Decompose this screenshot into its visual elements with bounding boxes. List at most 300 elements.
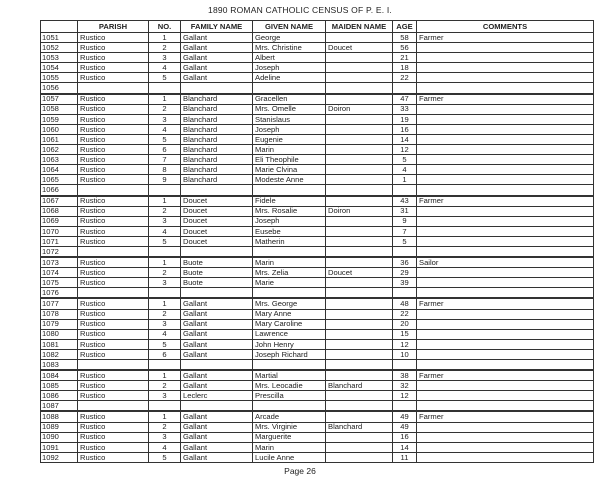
table-row <box>41 329 594 339</box>
table-row <box>41 288 594 299</box>
maiden-name-cell <box>326 196 393 207</box>
family-name-cell: Blanchard <box>181 134 253 144</box>
parish-cell: Rustico <box>78 155 149 165</box>
given-name-cell: Mrs. Rosalie <box>253 206 326 216</box>
table-row <box>41 381 594 391</box>
maiden-name-cell <box>326 401 393 412</box>
comments-cell <box>417 268 594 278</box>
family-no-cell: 2 <box>149 268 181 278</box>
given-name-cell: Modeste Anne <box>253 175 326 185</box>
family-name-cell: Gallant <box>181 452 253 462</box>
maiden-name-cell <box>326 257 393 268</box>
given-name-cell <box>253 185 326 196</box>
header-row <box>41 21 594 33</box>
family-name-cell <box>181 288 253 299</box>
column-header-record <box>41 21 78 33</box>
age-cell: 22 <box>393 73 417 83</box>
family-no-cell: 3 <box>149 432 181 442</box>
family-no-cell: 5 <box>149 339 181 349</box>
table-row <box>41 216 594 226</box>
parish-cell: Rustico <box>78 175 149 185</box>
record-number-cell: 1072 <box>41 246 78 257</box>
parish-cell: Rustico <box>78 165 149 175</box>
comments-cell <box>417 226 594 236</box>
table-row <box>41 401 594 412</box>
age-cell: 48 <box>393 298 417 309</box>
age-cell: 21 <box>393 53 417 63</box>
family-name-cell: Gallant <box>181 33 253 43</box>
table-row <box>41 452 594 462</box>
maiden-name-cell <box>326 442 393 452</box>
age-cell <box>393 401 417 412</box>
family-no-cell: 4 <box>149 124 181 134</box>
maiden-name-cell: Doucet <box>326 43 393 53</box>
record-number-cell: 1061 <box>41 134 78 144</box>
parish-cell <box>78 246 149 257</box>
maiden-name-cell <box>326 360 393 371</box>
maiden-name-cell <box>326 309 393 319</box>
table-row <box>41 83 594 94</box>
given-name-cell: George <box>253 33 326 43</box>
record-number-cell: 1058 <box>41 104 78 114</box>
family-no-cell: 5 <box>149 236 181 246</box>
family-name-cell: Doucet <box>181 216 253 226</box>
age-cell: 33 <box>393 104 417 114</box>
family-no-cell: 4 <box>149 329 181 339</box>
family-no-cell: 6 <box>149 349 181 359</box>
parish-cell: Rustico <box>78 432 149 442</box>
family-name-cell: Leclerc <box>181 391 253 401</box>
family-no-cell: 3 <box>149 391 181 401</box>
record-number-cell: 1071 <box>41 236 78 246</box>
record-number-cell: 1078 <box>41 309 78 319</box>
table-row <box>41 94 594 105</box>
given-name-cell <box>253 246 326 257</box>
parish-cell: Rustico <box>78 349 149 359</box>
given-name-cell: Mrs. Leocadie <box>253 381 326 391</box>
maiden-name-cell <box>326 391 393 401</box>
age-cell: 15 <box>393 329 417 339</box>
age-cell: 5 <box>393 155 417 165</box>
comments-cell: Farmer <box>417 298 594 309</box>
comments-cell <box>417 432 594 442</box>
record-number-cell: 1064 <box>41 165 78 175</box>
record-number-cell: 1092 <box>41 452 78 462</box>
maiden-name-cell <box>326 298 393 309</box>
given-name-cell: Eli Theophile <box>253 155 326 165</box>
given-name-cell: Marin <box>253 257 326 268</box>
table-row <box>41 298 594 309</box>
family-no-cell: 1 <box>149 94 181 105</box>
record-number-cell: 1079 <box>41 319 78 329</box>
parish-cell: Rustico <box>78 33 149 43</box>
family-name-cell: Doucet <box>181 196 253 207</box>
family-no-cell: 3 <box>149 216 181 226</box>
maiden-name-cell: Blanchard <box>326 422 393 432</box>
record-number-cell: 1065 <box>41 175 78 185</box>
age-cell: 12 <box>393 145 417 155</box>
family-name-cell: Gallant <box>181 411 253 422</box>
comments-cell <box>417 175 594 185</box>
comments-cell <box>417 401 594 412</box>
comments-cell <box>417 114 594 124</box>
family-no-cell <box>149 83 181 94</box>
family-no-cell: 3 <box>149 278 181 288</box>
record-number-cell: 1070 <box>41 226 78 236</box>
maiden-name-cell <box>326 83 393 94</box>
record-number-cell: 1084 <box>41 370 78 381</box>
record-number-cell: 1060 <box>41 124 78 134</box>
parish-cell: Rustico <box>78 94 149 105</box>
age-cell: 31 <box>393 206 417 216</box>
age-cell <box>393 246 417 257</box>
age-cell: 1 <box>393 175 417 185</box>
family-no-cell: 2 <box>149 381 181 391</box>
record-number-cell: 1052 <box>41 43 78 53</box>
comments-cell <box>417 381 594 391</box>
parish-cell: Rustico <box>78 134 149 144</box>
parish-cell: Rustico <box>78 236 149 246</box>
maiden-name-cell <box>326 73 393 83</box>
given-name-cell: Martial <box>253 370 326 381</box>
comments-cell <box>417 329 594 339</box>
age-cell: 7 <box>393 226 417 236</box>
comments-cell <box>417 73 594 83</box>
column-header-parish: PARISH <box>78 21 149 33</box>
parish-cell <box>78 83 149 94</box>
table-row <box>41 175 594 185</box>
given-name-cell <box>253 360 326 371</box>
family-no-cell: 1 <box>149 33 181 43</box>
family-no-cell <box>149 185 181 196</box>
maiden-name-cell <box>326 432 393 442</box>
given-name-cell: Marie Clvina <box>253 165 326 175</box>
comments-cell <box>417 246 594 257</box>
age-cell: 49 <box>393 411 417 422</box>
given-name-cell <box>253 288 326 299</box>
family-name-cell: Blanchard <box>181 155 253 165</box>
record-number-cell: 1054 <box>41 63 78 73</box>
parish-cell <box>78 185 149 196</box>
family-name-cell: Gallant <box>181 339 253 349</box>
family-no-cell: 8 <box>149 165 181 175</box>
family-name-cell: Gallant <box>181 432 253 442</box>
parish-cell: Rustico <box>78 452 149 462</box>
parish-cell: Rustico <box>78 298 149 309</box>
maiden-name-cell <box>326 124 393 134</box>
table-row <box>41 155 594 165</box>
maiden-name-cell <box>326 226 393 236</box>
family-no-cell: 3 <box>149 319 181 329</box>
age-cell: 49 <box>393 422 417 432</box>
comments-cell <box>417 43 594 53</box>
table-row <box>41 257 594 268</box>
age-cell <box>393 185 417 196</box>
age-cell <box>393 83 417 94</box>
parish-cell: Rustico <box>78 442 149 452</box>
comments-cell <box>417 104 594 114</box>
family-name-cell: Blanchard <box>181 165 253 175</box>
comments-cell <box>417 83 594 94</box>
table-row <box>41 73 594 83</box>
parish-cell: Rustico <box>78 124 149 134</box>
record-number-cell: 1076 <box>41 288 78 299</box>
parish-cell: Rustico <box>78 422 149 432</box>
column-header-family-name: FAMILY NAME <box>181 21 253 33</box>
family-no-cell <box>149 288 181 299</box>
comments-cell <box>417 63 594 73</box>
parish-cell: Rustico <box>78 104 149 114</box>
parish-cell: Rustico <box>78 391 149 401</box>
maiden-name-cell <box>326 114 393 124</box>
parish-cell: Rustico <box>78 381 149 391</box>
maiden-name-cell <box>326 370 393 381</box>
record-number-cell: 1068 <box>41 206 78 216</box>
maiden-name-cell: Doucet <box>326 268 393 278</box>
age-cell: 16 <box>393 432 417 442</box>
age-cell <box>393 360 417 371</box>
table-row <box>41 319 594 329</box>
table-row <box>41 268 594 278</box>
comments-cell <box>417 278 594 288</box>
maiden-name-cell <box>326 452 393 462</box>
parish-cell: Rustico <box>78 206 149 216</box>
table-row <box>41 226 594 236</box>
given-name-cell: Mrs. Zelia <box>253 268 326 278</box>
family-name-cell: Buote <box>181 268 253 278</box>
age-cell: 29 <box>393 268 417 278</box>
table-row <box>41 196 594 207</box>
family-no-cell: 1 <box>149 411 181 422</box>
age-cell: 36 <box>393 257 417 268</box>
family-name-cell: Gallant <box>181 309 253 319</box>
age-cell <box>393 288 417 299</box>
record-number-cell: 1059 <box>41 114 78 124</box>
parish-cell: Rustico <box>78 226 149 236</box>
family-no-cell: 2 <box>149 309 181 319</box>
maiden-name-cell <box>326 236 393 246</box>
table-row <box>41 33 594 43</box>
parish-cell: Rustico <box>78 370 149 381</box>
comments-cell <box>417 53 594 63</box>
parish-cell: Rustico <box>78 196 149 207</box>
record-number-cell: 1069 <box>41 216 78 226</box>
page-number: Page 26 <box>284 466 316 476</box>
parish-cell <box>78 360 149 371</box>
table-row <box>41 339 594 349</box>
age-cell: 47 <box>393 94 417 105</box>
family-name-cell: Gallant <box>181 73 253 83</box>
maiden-name-cell <box>326 134 393 144</box>
comments-cell <box>417 185 594 196</box>
maiden-name-cell: Blanchard <box>326 381 393 391</box>
parish-cell: Rustico <box>78 73 149 83</box>
table-row <box>41 43 594 53</box>
family-name-cell <box>181 401 253 412</box>
record-number-cell: 1073 <box>41 257 78 268</box>
age-cell: 14 <box>393 134 417 144</box>
column-header-maiden-name: MAIDEN NAME <box>326 21 393 33</box>
comments-cell <box>417 309 594 319</box>
family-no-cell: 6 <box>149 145 181 155</box>
given-name-cell: Mary Caroline <box>253 319 326 329</box>
age-cell: 18 <box>393 63 417 73</box>
maiden-name-cell <box>326 33 393 43</box>
family-no-cell <box>149 401 181 412</box>
record-number-cell: 1055 <box>41 73 78 83</box>
column-header-age: AGE <box>393 21 417 33</box>
given-name-cell: Mrs. Christine <box>253 43 326 53</box>
maiden-name-cell <box>326 63 393 73</box>
table-row <box>41 114 594 124</box>
family-name-cell <box>181 246 253 257</box>
table-row <box>41 309 594 319</box>
family-no-cell: 4 <box>149 442 181 452</box>
record-number-cell: 1066 <box>41 185 78 196</box>
given-name-cell: Fidele <box>253 196 326 207</box>
comments-cell <box>417 216 594 226</box>
family-name-cell: Buote <box>181 257 253 268</box>
family-no-cell <box>149 360 181 371</box>
age-cell: 58 <box>393 33 417 43</box>
maiden-name-cell <box>326 288 393 299</box>
given-name-cell: Marin <box>253 145 326 155</box>
parish-cell: Rustico <box>78 329 149 339</box>
age-cell: 19 <box>393 114 417 124</box>
given-name-cell: Stanislaus <box>253 114 326 124</box>
age-cell: 38 <box>393 370 417 381</box>
table-row <box>41 349 594 359</box>
given-name-cell: Mrs. Virginie <box>253 422 326 432</box>
maiden-name-cell <box>326 319 393 329</box>
comments-cell <box>417 452 594 462</box>
family-name-cell <box>181 360 253 371</box>
family-name-cell: Blanchard <box>181 94 253 105</box>
family-name-cell: Gallant <box>181 381 253 391</box>
table-row <box>41 370 594 381</box>
age-cell: 5 <box>393 236 417 246</box>
maiden-name-cell <box>326 278 393 288</box>
given-name-cell: Adeline <box>253 73 326 83</box>
family-no-cell: 7 <box>149 155 181 165</box>
table-row <box>41 104 594 114</box>
family-no-cell <box>149 246 181 257</box>
comments-cell <box>417 319 594 329</box>
given-name-cell: Marie <box>253 278 326 288</box>
column-header-no: NO. <box>149 21 181 33</box>
record-number-cell: 1056 <box>41 83 78 94</box>
table-row <box>41 134 594 144</box>
census-table <box>40 20 594 463</box>
given-name-cell: Eugenie <box>253 134 326 144</box>
family-no-cell: 1 <box>149 298 181 309</box>
maiden-name-cell <box>326 349 393 359</box>
family-name-cell: Doucet <box>181 206 253 216</box>
family-name-cell: Gallant <box>181 63 253 73</box>
record-number-cell: 1062 <box>41 145 78 155</box>
age-cell: 12 <box>393 391 417 401</box>
family-no-cell: 2 <box>149 104 181 114</box>
family-no-cell: 2 <box>149 422 181 432</box>
table-row <box>41 63 594 73</box>
record-number-cell: 1063 <box>41 155 78 165</box>
given-name-cell: Joseph <box>253 63 326 73</box>
record-number-cell: 1067 <box>41 196 78 207</box>
comments-cell <box>417 124 594 134</box>
age-cell: 32 <box>393 381 417 391</box>
table-row <box>41 53 594 63</box>
family-name-cell: Buote <box>181 278 253 288</box>
age-cell: 11 <box>393 452 417 462</box>
family-name-cell: Gallant <box>181 370 253 381</box>
column-header-given-name: GIVEN NAME <box>253 21 326 33</box>
comments-cell <box>417 288 594 299</box>
record-number-cell: 1090 <box>41 432 78 442</box>
record-number-cell: 1088 <box>41 411 78 422</box>
age-cell: 43 <box>393 196 417 207</box>
page-title: 1890 ROMAN CATHOLIC CENSUS OF P. E. I. <box>208 5 392 15</box>
table-row <box>41 185 594 196</box>
family-no-cell: 5 <box>149 134 181 144</box>
comments-cell <box>417 442 594 452</box>
given-name-cell: Joseph Richard <box>253 349 326 359</box>
given-name-cell: Gracellen <box>253 94 326 105</box>
record-number-cell: 1081 <box>41 339 78 349</box>
comments-cell: Farmer <box>417 370 594 381</box>
parish-cell: Rustico <box>78 145 149 155</box>
given-name-cell: John Henry <box>253 339 326 349</box>
comments-cell: Farmer <box>417 196 594 207</box>
record-number-cell: 1091 <box>41 442 78 452</box>
maiden-name-cell <box>326 175 393 185</box>
family-no-cell: 2 <box>149 206 181 216</box>
given-name-cell: Joseph <box>253 124 326 134</box>
maiden-name-cell: Doiron <box>326 206 393 216</box>
age-cell: 4 <box>393 165 417 175</box>
maiden-name-cell <box>326 145 393 155</box>
table-row <box>41 278 594 288</box>
family-name-cell: Gallant <box>181 53 253 63</box>
comments-cell: Farmer <box>417 94 594 105</box>
record-number-cell: 1080 <box>41 329 78 339</box>
table-row <box>41 145 594 155</box>
family-no-cell: 5 <box>149 73 181 83</box>
table-row <box>41 422 594 432</box>
given-name-cell: Eusebe <box>253 226 326 236</box>
parish-cell: Rustico <box>78 278 149 288</box>
family-no-cell: 4 <box>149 226 181 236</box>
family-name-cell: Gallant <box>181 329 253 339</box>
given-name-cell: Marguerite <box>253 432 326 442</box>
comments-cell: Farmer <box>417 33 594 43</box>
table-row <box>41 360 594 371</box>
age-cell: 22 <box>393 309 417 319</box>
family-name-cell: Doucet <box>181 236 253 246</box>
parish-cell: Rustico <box>78 216 149 226</box>
family-name-cell: Blanchard <box>181 124 253 134</box>
maiden-name-cell <box>326 411 393 422</box>
record-number-cell: 1085 <box>41 381 78 391</box>
family-name-cell <box>181 185 253 196</box>
parish-cell: Rustico <box>78 319 149 329</box>
comments-cell: Sailor <box>417 257 594 268</box>
given-name-cell: Joseph <box>253 216 326 226</box>
comments-cell <box>417 360 594 371</box>
parish-cell: Rustico <box>78 411 149 422</box>
age-cell: 14 <box>393 442 417 452</box>
family-no-cell: 4 <box>149 63 181 73</box>
given-name-cell: Mrs. George <box>253 298 326 309</box>
